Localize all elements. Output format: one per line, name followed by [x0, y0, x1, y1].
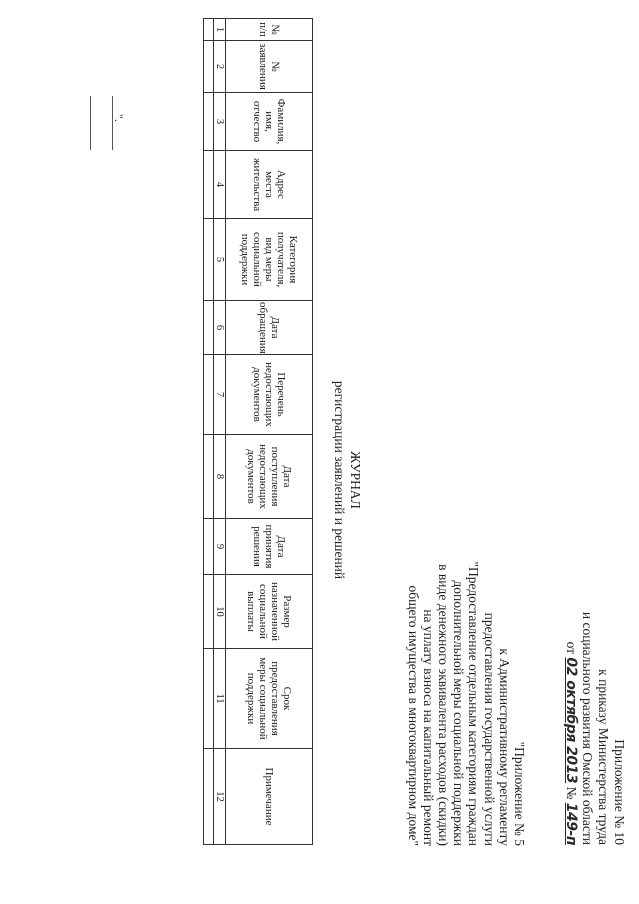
table-cell: [204, 219, 214, 301]
table-cell: [204, 435, 214, 519]
header-decision-date: Дата принятия решения: [226, 519, 313, 575]
journal-title: ЖУРНАЛ: [348, 451, 363, 509]
table-cell: [204, 749, 214, 845]
column-number: 8: [214, 435, 226, 519]
header-application-number: № заявления: [226, 41, 313, 93]
reglament-line: "Предоставление отдельным категориям граждан: [466, 561, 482, 846]
table-cell: [204, 301, 214, 355]
journal-title-block: [331, 330, 363, 630]
reglament-line: общего имущества в многоквартирном доме": [405, 585, 421, 846]
order-annex-block: [563, 380, 627, 845]
reglament-line: в виде денежного эквивалента расходов (скидки): [435, 564, 451, 846]
column-number: 1: [214, 19, 226, 41]
column-number: 3: [214, 93, 226, 151]
header-missing-documents: Перечень недостающих документов: [226, 355, 313, 435]
order-annex-line: и социального развития Омской области: [580, 611, 595, 845]
order-annex-line: к приказу Министерства труда: [596, 669, 611, 845]
number-prefix: №: [564, 786, 579, 800]
column-number: 9: [214, 519, 226, 575]
signature-line: [90, 96, 91, 150]
table-cell: [204, 519, 214, 575]
table-cell: [204, 355, 214, 435]
header-payment-amount: Размер назначенной социальной выплаты: [226, 575, 313, 649]
header-row-number: № п/п: [226, 19, 313, 41]
header-full-name: Фамилия, имя, отчество: [226, 93, 313, 151]
header-missing-docs-date: Дата поступления недостающих документов: [226, 435, 313, 519]
reglament-line: "Приложение № 5: [512, 741, 527, 846]
column-number: 12: [214, 749, 226, 845]
table-cell: [204, 19, 214, 41]
table-cell: [204, 649, 214, 749]
reglament-line: предоставления государственной услуги: [481, 612, 497, 846]
table-cell: [204, 575, 214, 649]
closing-quote: ".: [112, 114, 126, 122]
column-number: 2: [214, 41, 226, 93]
column-number: 11: [214, 649, 226, 749]
reglament-line: к Административному регламенту: [496, 648, 512, 846]
header-recipient-category: Категория получателя, вид меры социальной поддержки: [226, 219, 313, 301]
reglament-line: дополнительной меры социальной поддержки: [451, 580, 467, 846]
reglament-annex-block: [405, 330, 527, 846]
header-support-period: Срок предоставления меры социальной поддержки: [226, 649, 313, 749]
table-cell: [204, 93, 214, 151]
column-number: 4: [214, 151, 226, 219]
column-number: 10: [214, 575, 226, 649]
table-header-row: [226, 19, 313, 845]
column-number: 6: [214, 301, 226, 355]
order-annex-line: Приложение № 10: [612, 739, 627, 845]
order-date-line: [563, 380, 579, 845]
journal-subtitle: регистрации заявлений и решений: [332, 380, 347, 580]
column-number: 7: [214, 355, 226, 435]
date-prefix: от: [564, 641, 579, 655]
reglament-line: на уплату взноса на капитальный ремонт: [420, 609, 436, 846]
registration-table: [203, 18, 313, 845]
column-number: 5: [214, 219, 226, 301]
table-cell: [204, 151, 214, 219]
header-address: Адрес места жительства: [226, 151, 313, 219]
column-number-row: [214, 19, 226, 845]
handwritten-number: 149-п: [563, 802, 579, 845]
handwritten-date: 02 октября 2013: [563, 657, 579, 784]
signature-line: [112, 96, 113, 150]
table-cell: [204, 41, 214, 93]
header-note: Примечание: [226, 749, 313, 845]
table-row: [204, 19, 214, 845]
header-application-date: Дата обращения: [226, 301, 313, 355]
